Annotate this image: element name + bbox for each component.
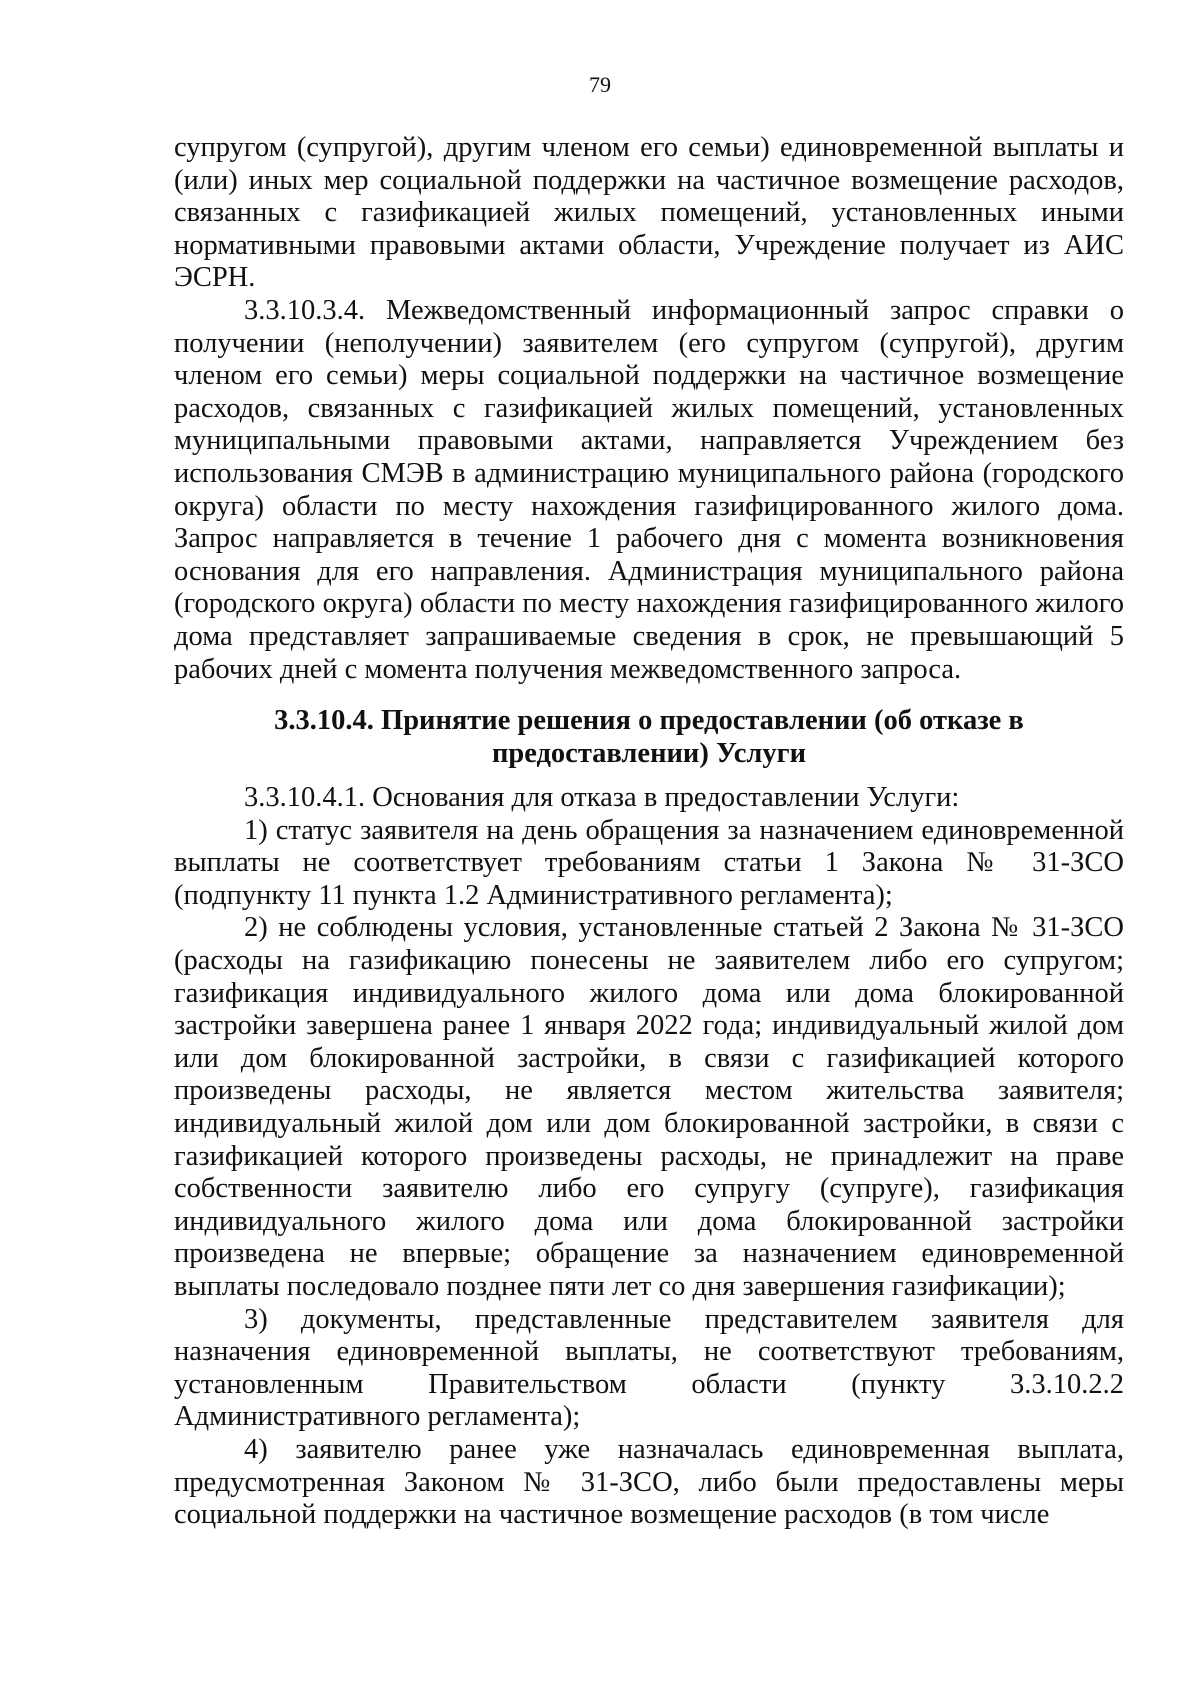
paragraph-3-3-10-3-4: 3.3.10.3.4. Межведомственный информационный запрос справки о получении (неполучении) заявителем (его супругом (супругой), другим членом его семьи) меры социальной поддержки на частичное возмещение расходов, связанных с газификацией жилых помещений, установленных муниципальными правовыми актами, направляется Учреждением без использования СМЭВ в администрацию муниципального района (городского округа) области по месту нахождения газифицированного жилого дома. Запрос направляется в течение 1 рабочего дня с момента возникновения основания для его направления. Администрация муниципального района (городского округа) области по месту нахождения газифицированного жилого дома представляет запрашиваемые сведения в срок, не превышающий 5 рабочих дней с момента получения межведомственного запроса. — [174, 294, 1124, 685]
ground-item-1: 1) статус заявителя на день обращения за назначением единовременной выплаты не соответствует требованиям статьи 1 Закона № 31-ЗСО (подпункту 11 пункта 1.2 Административного регламента); — [174, 814, 1124, 911]
grounds-title: 3.3.10.4.1. Основания для отказа в предоставлении Услуги: — [244, 782, 960, 814]
section-heading-line-1: 3.3.10.4. Принятие решения о предоставлении (об отказе в — [274, 705, 1024, 737]
page-number: 79 — [589, 72, 611, 97]
ground-item-2: 2) не соблюдены условия, установленные статьей 2 Закона № 31-ЗСО (расходы на газификацию понесены не заявителем либо его супругом; газификация индивидуального жилого дома или дома блокированной застройки завершена ранее 1 января 2022 года; индивидуальный жилой дом или дом блокированной застройки, в связи с газификацией которого произведены расходы, не является местом жительства заявителя; индивидуальный жилой дом или дом блокированной застройки, в связи с газификацией которого произведены расходы, не принадлежит на праве собственности заявителю либо его супругу (супруге), газификация индивидуального жилого дома или дома блокированной застройки произведена не впервые; обращение за назначением единовременной выплаты последовало позднее пяти лет со дня завершения газификации); — [174, 912, 1124, 1302]
section-heading — [174, 704, 1124, 770]
document-body — [174, 132, 1124, 1532]
ground-item-4: 4) заявителю ранее уже назначалась единовременная выплата, предусмотренная Законом № 31-ЗСО, либо были предоставлены меры социальной поддержки на частичное возмещение расходов (в том числе — [174, 1433, 1124, 1531]
ground-item-3: 3) документы, представленные представителем заявителя для назначения единовременной выплаты, не соответствуют требованиям, установленным Правительством области (пункту 3.3.10.2.2 Административного регламента); — [174, 1303, 1124, 1433]
section-heading-line-2: предоставлении) Услуги — [491, 738, 807, 770]
paragraph-continuation: супругом (супругой), другим членом его семьи) единовременной выплаты и (или) иных мер социальной поддержки на частичное возмещение расходов, связанных с газификацией жилых помещений, установленных иными нормативными правовыми актами области, Учреждение получает из АИС ЭСРН. — [174, 132, 1124, 294]
